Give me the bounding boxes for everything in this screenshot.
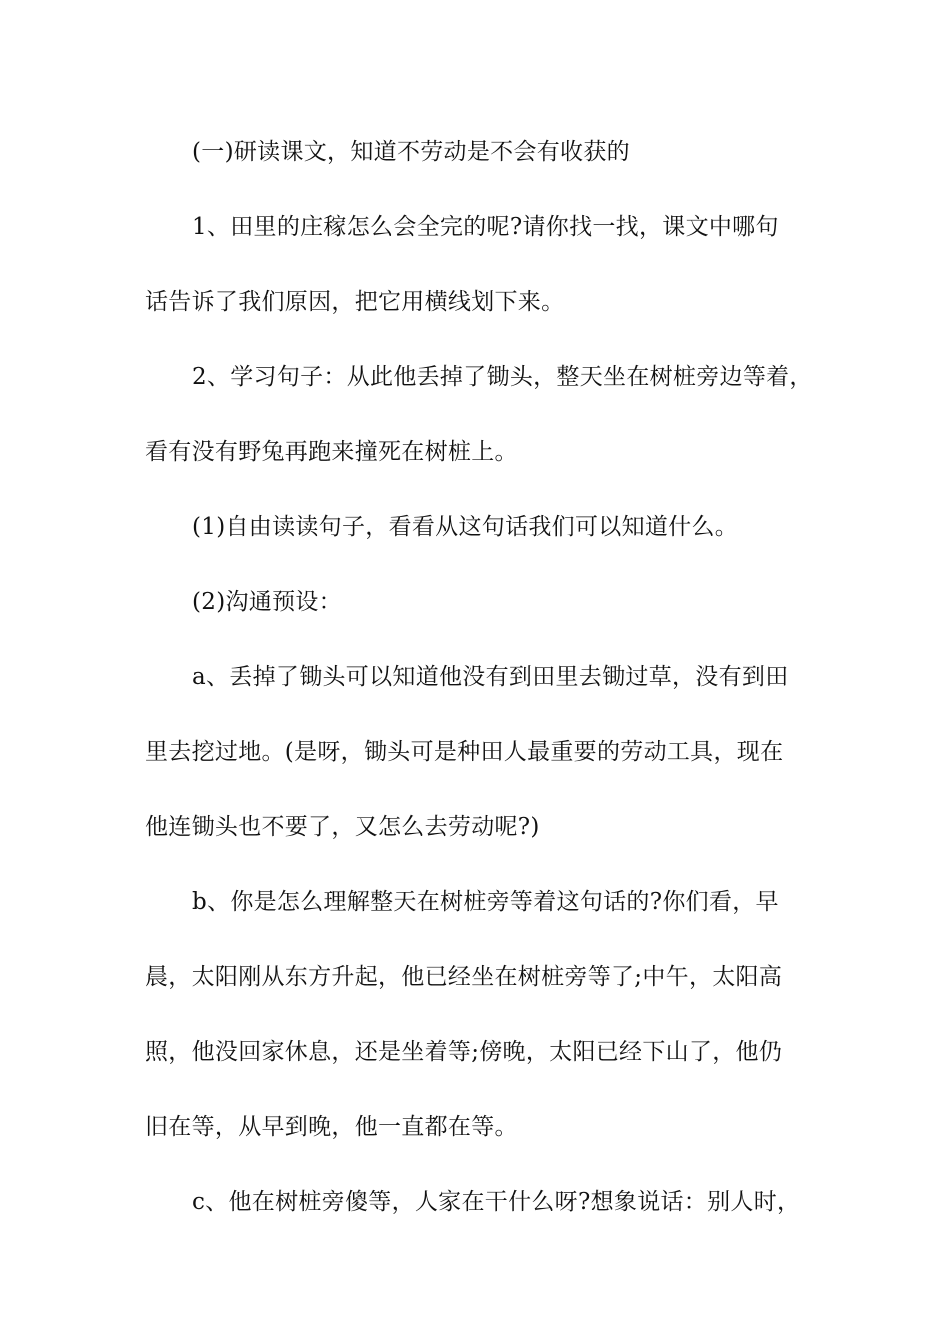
paragraph-line: 晨，太阳刚从东方升起，他已经坐在树桩旁等了;中午，太阳高 bbox=[145, 964, 783, 990]
paragraph-line: b、你是怎么理解整天在树桩旁等着这句话的?你们看，早 bbox=[192, 889, 779, 915]
paragraph-line: a、丢掉了锄头可以知道他没有到田里去锄过草，没有到田 bbox=[192, 664, 789, 690]
paragraph-line: 他连锄头也不要了，又怎么去劳动呢?) bbox=[145, 814, 540, 840]
section-heading: (一)研读课文，知道不劳动是不会有收获的 bbox=[192, 139, 630, 165]
paragraph-line: 看有没有野兔再跑来撞死在树桩上。 bbox=[145, 439, 518, 465]
paragraph-line: 旧在等，从早到晚，他一直都在等。 bbox=[145, 1114, 518, 1140]
paragraph-line: 1、田里的庄稼怎么会全完的呢?请你找一找，课文中哪句 bbox=[192, 214, 779, 240]
paragraph-line: 里去挖过地。(是呀，锄头可是种田人最重要的劳动工具，现在 bbox=[145, 739, 784, 765]
paragraph-line: 话告诉了我们原因，把它用横线划下来。 bbox=[145, 289, 565, 315]
paragraph-line: (1)自由读读句子，看看从这句话我们可以知道什么。 bbox=[192, 514, 739, 540]
paragraph-line: (2)沟通预设： bbox=[192, 589, 342, 615]
paragraph-line: c、他在树桩旁傻等，人家在干什么呀?想象说话：别人时， bbox=[192, 1189, 801, 1215]
paragraph-line: 2、学习句子：从此他丢掉了锄头，整天坐在树桩旁边等着， bbox=[192, 364, 813, 390]
paragraph-line: 照，他没回家休息，还是坐着等;傍晚，太阳已经下山了，他仍 bbox=[145, 1039, 783, 1065]
